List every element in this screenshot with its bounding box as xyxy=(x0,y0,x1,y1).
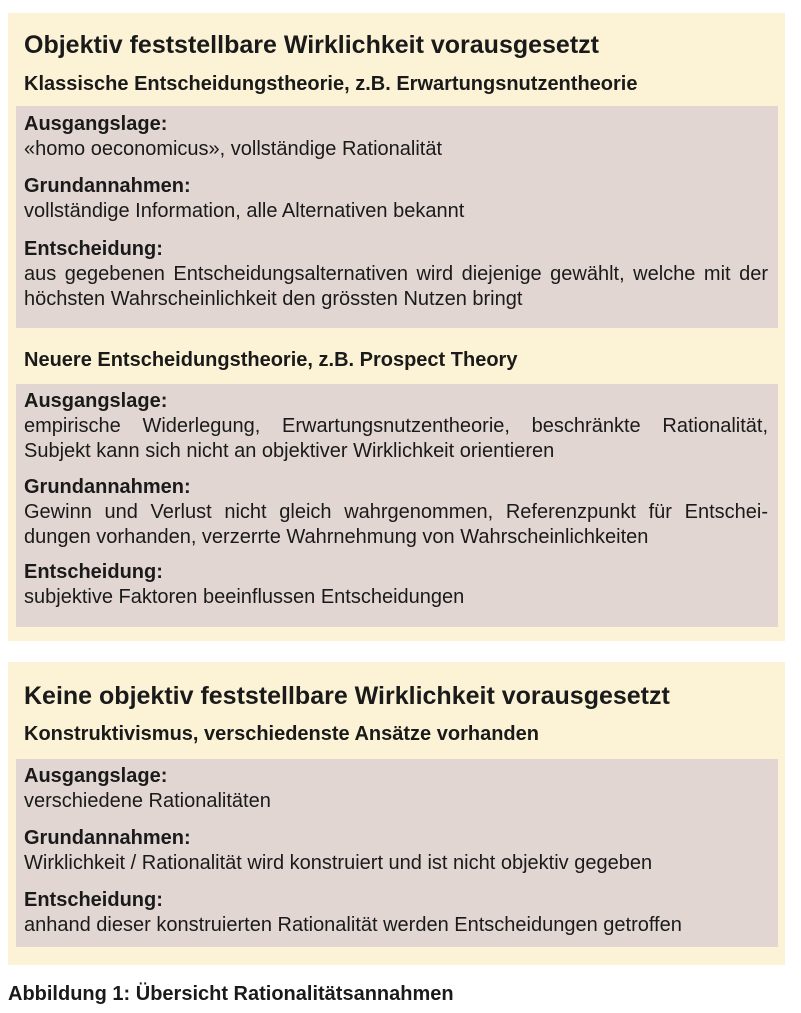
item-text: Wirklichkeit / Rationalität wird konstruiert und ist nicht objektiv gegeben xyxy=(24,852,653,874)
item-ausgangslage xyxy=(24,112,768,162)
constructivism-box xyxy=(16,759,778,947)
item-label: Entscheidung: xyxy=(24,889,163,911)
figure-caption: Abbildung 1: Übersicht Rationalitätsannahmen xyxy=(8,983,454,1005)
item-label: Ausgangslage: xyxy=(24,113,168,135)
item-label: Grundannahmen: xyxy=(24,827,191,849)
item-grundannahmen xyxy=(24,826,768,876)
item-text: verschiedene Rationalitäten xyxy=(24,790,271,812)
item-text: empirische Widerlegung, Erwartungsnutzentheorie, beschränkte Rationalität, Subjekt kann sich nicht an objektiver Wirklichkeit orientieren xyxy=(24,415,768,462)
item-label: Entscheidung: xyxy=(24,238,163,260)
prospect-theory-box xyxy=(16,384,778,627)
item-grundannahmen xyxy=(24,174,768,224)
item-text: Gewinn und Verlust nicht gleich wahrgenommen, Referenzpunkt für Entscheidungen vorhanden, verzerrte Wahrnehmung von Wahrscheinlichkeiten xyxy=(24,501,768,548)
panel-title: Keine objektiv feststellbare Wirklichkeit vorausgesetzt xyxy=(24,682,670,710)
section-heading-prospect: Neuere Entscheidungstheorie, z.B. Prospect Theory xyxy=(24,349,518,371)
item-text: subjektive Faktoren beeinflussen Entscheidungen xyxy=(24,586,465,608)
item-ausgangslage xyxy=(24,389,768,464)
item-entscheidung xyxy=(24,560,768,610)
item-label: Entscheidung: xyxy=(24,561,163,583)
section-heading-constructivism: Konstruktivismus, verschiedenste Ansätze vorhanden xyxy=(24,723,539,745)
item-entscheidung xyxy=(24,237,768,312)
item-text: aus gegebenen Entscheidungsalternativen wird diejenige gewählt, welche mit der höchsten Wahrscheinlichkeit den grössten Nutzen bringt xyxy=(24,263,768,310)
item-text: anhand dieser konstruierten Rationalität werden Entscheidungen getroffen xyxy=(24,914,682,936)
panel-title: Objektiv feststellbare Wirklichkeit vorausgesetzt xyxy=(24,31,599,59)
item-entscheidung xyxy=(24,888,768,938)
no-objective-reality-panel xyxy=(8,662,785,965)
item-label: Grundannahmen: xyxy=(24,476,191,498)
objective-reality-panel xyxy=(8,13,785,641)
classical-theory-box xyxy=(16,106,778,328)
item-text: vollständige Information, alle Alternativen bekannt xyxy=(24,200,465,222)
item-text: «homo oeconomicus», vollständige Rationalität xyxy=(24,138,443,160)
item-grundannahmen xyxy=(24,475,768,550)
section-heading-classical: Klassische Entscheidungstheorie, z.B. Erwartungsnutzentheorie xyxy=(24,73,638,95)
item-label: Ausgangslage: xyxy=(24,390,168,412)
item-label: Ausgangslage: xyxy=(24,765,168,787)
item-ausgangslage xyxy=(24,764,768,814)
item-label: Grundannahmen: xyxy=(24,175,191,197)
